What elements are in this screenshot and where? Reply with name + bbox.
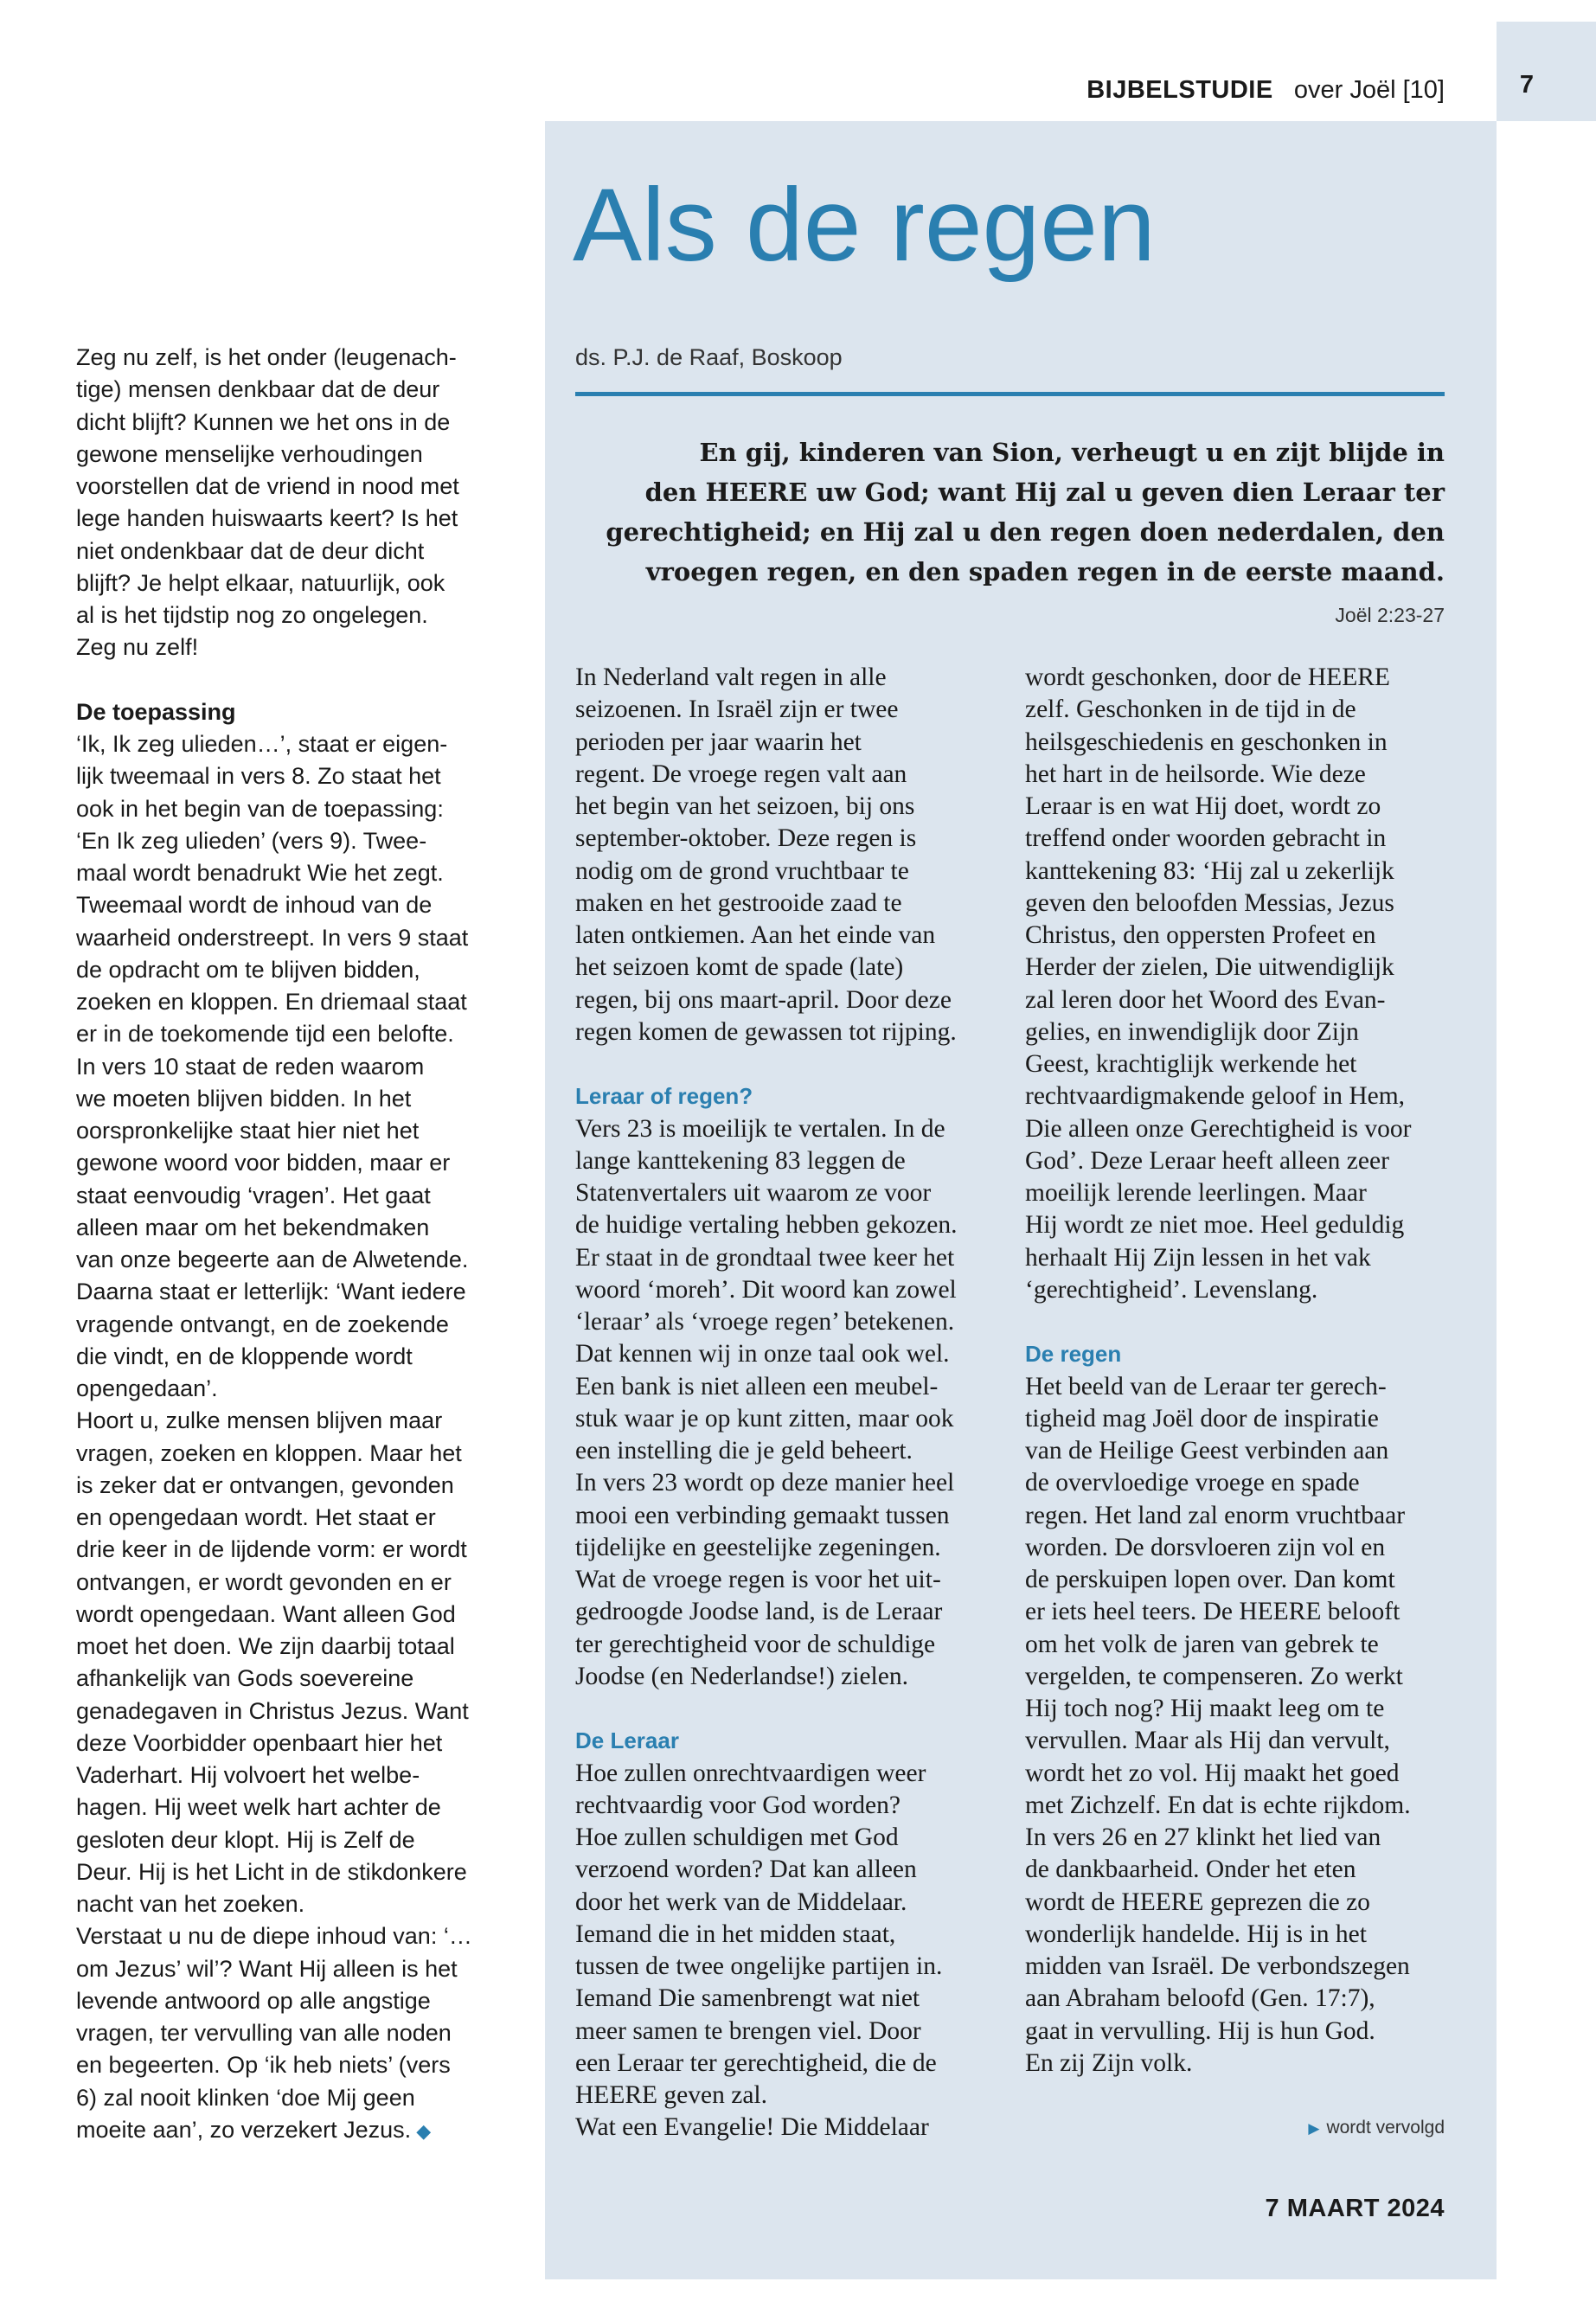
text-line: dicht blijft? Kunnen we het ons in de (76, 408, 451, 435)
text-line: met Zichzelf. En dat is echte rijkdom. (1025, 1791, 1411, 1819)
text-line: nodig om de grond vruchtbaar te (575, 856, 909, 885)
text-line: midden van Israël. De verbondszegen (1025, 1952, 1410, 1980)
text-line: regen. Het land zal enorm vruchtbaar (1025, 1501, 1406, 1529)
text-line: zelf. Geschonken in de tijd in de (1025, 695, 1356, 724)
text-line: regent. De vroege regen valt aan (575, 760, 907, 788)
text-line: verzoend worden? Dat kan alleen (575, 1856, 917, 1884)
text-line: mooi een verbinding gemaakt tussen (575, 1501, 950, 1529)
text-line: ter gerechtigheid voor de schuldige (575, 1630, 936, 1658)
text-line: kanttekening 83: ‘Hij zal u zekerlijk (1025, 856, 1394, 885)
middle-column (575, 662, 999, 2144)
text-line: waarheid onderstreept. In vers 9 staat (76, 924, 469, 951)
running-header (1086, 76, 1445, 105)
article-title: Als de regen (573, 167, 1156, 283)
text-line: genadegaven in Christus Jezus. Want (76, 1697, 469, 1724)
text-line: er in de toekomende tijd een belofte. (76, 1021, 454, 1048)
left-paragraph-1 (76, 342, 526, 664)
section-name: BIJBELSTUDIE (1086, 76, 1273, 104)
text-line: Leraar is en wat Hij doet, wordt zo (1025, 792, 1381, 820)
quote-line: En gij, kinderen van Sion, verheugt u en zijt blijde in (699, 438, 1445, 467)
text-line: gewone woord voor bidden, maar er (76, 1150, 451, 1176)
text-line: deze Voorbidder openbaart hier het (76, 1729, 443, 1756)
text-line: seizoenen. In Israël zijn er twee (575, 695, 899, 724)
text-line: en opengedaan wordt. Het staat er (76, 1504, 436, 1530)
text-line: meer samen te brengen viel. Door (575, 2016, 921, 2045)
text-line: moet het doen. We zijn daarbij totaal (76, 1633, 455, 1659)
text-line: Vers 23 is moeilijk te vertalen. In de (575, 1114, 945, 1143)
text-line: regen komen de gewassen tot rijping. (575, 1017, 957, 1046)
text-line: wordt opengedaan. Want alleen God (76, 1600, 456, 1627)
text-line: om het volk de jaren van gebrek te (1025, 1630, 1379, 1658)
text-line: Tweemaal wordt de inhoud van de (76, 892, 433, 919)
text-line: de overvloedige vroege en spade (1025, 1469, 1360, 1497)
text-line: Vaderhart. Hij volvoert het welbe- (76, 1762, 420, 1788)
text-line: die vindt, en de kloppende wordt (76, 1343, 413, 1369)
middle-paragraph-3 (575, 1758, 999, 2144)
triangle-right-icon: ▶ (1308, 2120, 1320, 2137)
text-line: woord ‘moreh’. Dit woord kan zowel (575, 1275, 957, 1304)
text-line: het seizoen komt de spade (late) (575, 953, 904, 982)
text-line: gaat in vervulling. Hij is hun God. (1025, 2016, 1375, 2045)
continued-notice (1308, 2118, 1445, 2138)
section-subtitle: over Joël [10] (1293, 76, 1445, 104)
middle-paragraph-2 (575, 1113, 999, 1694)
text-line: rechtvaardigmakende geloof in Hem, (1025, 1082, 1406, 1111)
text-line: lange kanttekening 83 leggen de (575, 1146, 906, 1175)
text-line: Zeg nu zelf! (76, 634, 199, 661)
text-line: wordt het zo vol. Hij maakt het goed (1025, 1759, 1400, 1787)
text-line: Hij wordt ze niet moe. Heel geduldig (1025, 1211, 1405, 1240)
right-column (1025, 662, 1449, 2080)
text-line: opengedaan’. (76, 1375, 218, 1401)
text-line: er iets heel teers. De HEERE belooft (1025, 1598, 1401, 1626)
text-line: van de Heilige Geest verbinden aan (1025, 1437, 1389, 1465)
text-line: het hart in de heilsorde. Wie deze (1025, 760, 1366, 788)
text-line: vragen, ter vervulling van alle noden (76, 2020, 452, 2046)
text-line: Statenvertalers uit waarom ze voor (575, 1179, 932, 1207)
text-line: Er staat in de grondtaal twee keer het (575, 1243, 955, 1272)
title-divider (575, 392, 1445, 396)
text-line: afhankelijk van Gods soevereine (76, 1665, 414, 1692)
text-line: Geest, krachtiglijk werkende het (1025, 1050, 1357, 1078)
text-line: de perskuipen lopen over. Dan komt (1025, 1566, 1395, 1593)
text-line: nacht van het zoeken. (76, 1891, 305, 1917)
text-line: lijk tweemaal in vers 8. Zo staat het (76, 763, 441, 790)
text-line: Hoe zullen schuldigen met God (575, 1823, 899, 1851)
quote-line: den HEERE uw God; want Hij zal u geven dien Leraar ter (644, 478, 1445, 507)
text-line: ‘gerechtigheid’. Levenslang. (1025, 1275, 1318, 1304)
text-line: In vers 10 staat de reden waarom (76, 1053, 425, 1080)
text-line: is zeker dat er ontvangen, gevonden (76, 1471, 454, 1498)
text-line: blijft? Je helpt elkaar, natuurlijk, ook (76, 569, 445, 596)
heading-de-regen: De regen (1025, 1341, 1122, 1368)
text-line: levende antwoord op alle angstige (76, 1987, 431, 2014)
left-column (76, 342, 526, 2147)
text-line: Een bank is niet alleen een meubel- (575, 1372, 939, 1400)
text-line: Dat kennen wij in onze taal ook wel. (575, 1340, 950, 1368)
text-line: Die alleen onze Gerechtigheid is voor (1025, 1114, 1412, 1143)
text-line: ‘Ik, Ik zeg ulieden…’, staat er eigen- (76, 731, 448, 757)
text-line: tijdelijke en geestelijke zegeningen. (575, 1533, 941, 1561)
text-line: gewone menselijke verhoudingen (76, 440, 423, 467)
text-line: gelies, en inwendiglijk door Zijn (1025, 1017, 1359, 1046)
text-line: Hoort u, zulke mensen blijven maar (76, 1407, 443, 1434)
text-line: wonderlijk handelde. Hij is in het (1025, 1920, 1367, 1948)
right-paragraph-1 (1025, 662, 1449, 1306)
text-line: september-oktober. Deze regen is (575, 824, 917, 853)
continued-label: wordt vervolgd (1326, 2118, 1445, 2138)
text-line: tigheid mag Joël door de inspiratie (1025, 1404, 1379, 1433)
text-line: Het beeld van de Leraar ter gerech- (1025, 1372, 1387, 1400)
text-line: vragen, zoeken en kloppen. Maar het (76, 1439, 462, 1466)
text-line: tige) mensen denkbaar dat de deur (76, 376, 440, 403)
text-line: rechtvaardig voor God worden? (575, 1791, 901, 1819)
text-line: Christus, den oppersten Profeet en (1025, 921, 1376, 949)
text-line: zoeken en kloppen. En driemaal staat (76, 989, 467, 1015)
text-line: gesloten deur klopt. Hij is Zelf de (76, 1826, 415, 1853)
text-line: Iemand Die samenbrengt wat niet (575, 1984, 920, 2013)
text-line: het begin van het seizoen, bij ons (575, 792, 915, 820)
end-mark-icon: ◆ (411, 2119, 432, 2142)
text-line: door het werk van de Middelaar. (575, 1888, 907, 1916)
page-number: 7 (1519, 71, 1535, 99)
text-line: Verstaat u nu de diepe inhoud van: ‘… (76, 1923, 472, 1950)
left-paragraph-2 (76, 728, 526, 2147)
text-line: Iemand die in het midden staat, (575, 1920, 896, 1948)
text-line: een instelling die je geld beheert. (575, 1437, 913, 1465)
text-line: regen, bij ons maart-april. Door deze (575, 985, 952, 1014)
text-line: En zij Zijn volk. (1025, 2048, 1193, 2077)
text-line: aan Abraham beloofd (Gen. 17:7), (1025, 1984, 1375, 2013)
text-line: alleen maar om het bekendmaken (76, 1214, 430, 1240)
article-author: ds. P.J. de Raaf, Boskoop (575, 344, 843, 370)
text-line: drie keer in de lijdende vorm: er wordt (76, 1536, 467, 1563)
text-line: Hoe zullen onrechtvaardigen weer (575, 1759, 926, 1787)
text-line: vervullen. Maar als Hij dan vervult, (1025, 1727, 1390, 1755)
text-line: de dankbaarheid. Onder het eten (1025, 1856, 1356, 1884)
text-line: worden. De dorsvloeren zijn vol en (1025, 1533, 1386, 1561)
text-line: vragende ontvangt, en de zoekende (76, 1311, 449, 1337)
text-line: hagen. Hij weet welk hart achter de (76, 1794, 441, 1821)
text-line: voorstellen dat de vriend in nood met (76, 473, 459, 499)
text-line: In vers 26 en 27 klinkt het lied van (1025, 1823, 1381, 1851)
heading-de-leraar: De Leraar (575, 1727, 679, 1754)
text-line: ‘En Ik zeg ulieden’ (vers 9). Twee- (76, 827, 427, 854)
text-line: perioden per jaar waarin het (575, 727, 862, 756)
text-line: Wat de vroege regen is voor het uit- (575, 1566, 941, 1593)
text-line: oorspronkelijke staat hier niet het (76, 1118, 420, 1144)
right-paragraph-2 (1025, 1371, 1449, 2080)
quote-line: vroegen regen, en den spaden regen in de eerste maand. (645, 557, 1445, 586)
text-line: herhaalt Hij Zijn lessen in het vak (1025, 1243, 1371, 1272)
quote-reference: Joël 2:23-27 (1335, 604, 1445, 626)
text-line: wordt geschonken, door de HEERE (1025, 663, 1390, 691)
text-line: Hij toch nog? Hij maakt leeg om te (1025, 1695, 1385, 1722)
text-line: ‘leraar’ als ‘vroege regen’ betekenen. (575, 1308, 955, 1336)
text-line: lege handen huiswaarts keert? Is het (76, 505, 458, 532)
text-line: maal wordt benadrukt Wie het zegt. (76, 860, 444, 886)
text-line: staat eenvoudig ‘vragen’. Het gaat (76, 1182, 431, 1208)
text-line: gedroogde Joodse land, is de Leraar (575, 1598, 943, 1626)
quote-line: gerechtigheid; en Hij zal u den regen doen nederdalen, den (606, 517, 1445, 547)
text-line: moeilijk lerende leerlingen. Maar (1025, 1179, 1367, 1207)
text-line: vergelden, te compenseren. Zo werkt (1025, 1662, 1403, 1690)
text-line: ontvangen, er wordt gevonden en er (76, 1568, 452, 1595)
text-line: ook in het begin van de toepassing: (76, 795, 444, 822)
text-line: niet ondenkbaar dat de deur dicht (76, 537, 425, 564)
text-line: een Leraar ter gerechtigheid, die de (575, 2048, 937, 2077)
text-line: we moeten blijven bidden. In het (76, 1085, 412, 1112)
text-line: zal leren door het Woord des Evan- (1025, 985, 1386, 1014)
text-line: Herder der zielen, Die uitwendiglijk (1025, 953, 1394, 982)
text-line: heilsgeschiedenis en geschonken in (1025, 727, 1388, 756)
text-line: 6) zal nooit klinken ‘doe Mij geen (76, 2084, 415, 2111)
text-line: om Jezus’ wil’? Want Hij alleen is het (76, 1955, 458, 1982)
text-line: Wat een Evangelie! Die Middelaar (575, 2113, 929, 2142)
text-line: stuk waar je op kunt zitten, maar ook (575, 1404, 954, 1433)
scripture-quote (575, 433, 1445, 592)
text-line: van onze begeerte aan de Alwetende. (76, 1247, 469, 1272)
text-line: HEERE geven zal. (575, 2081, 767, 2109)
text-line: God’. Deze Leraar heeft alleen zeer (1025, 1146, 1389, 1175)
issue-date: 7 MAART 2024 (1265, 2195, 1445, 2222)
text-line: laten ontkiemen. Aan het einde van (575, 921, 936, 949)
text-line: en begeerten. Op ‘ik heb niets’ (vers (76, 2052, 451, 2079)
text-line: Zeg nu zelf, is het onder (leugenach- (76, 344, 457, 370)
text-line: geven den beloofden Messias, Jezus (1025, 888, 1394, 917)
text-line: wordt de HEERE geprezen die zo (1025, 1888, 1370, 1916)
text-line: Daarna staat er letterlijk: ‘Want iedere (76, 1279, 466, 1305)
middle-paragraph-1 (575, 662, 999, 1048)
text-line: Joodse (en Nederlandse!) zielen. (575, 1662, 908, 1690)
text-line: tussen de twee ongelijke partijen in. (575, 1952, 943, 1980)
text-line: Deur. Hij is het Licht in de stikdonkere (76, 1858, 467, 1885)
text-line: treffend onder woorden gebracht in (1025, 824, 1387, 853)
text-line: de huidige vertaling hebben gekozen. (575, 1211, 958, 1240)
heading-de-toepassing: De toepassing (76, 698, 236, 725)
text-line: al is het tijdstip nog zo ongelegen. (76, 602, 428, 628)
text-line: moeite aan’, zo verzekert Jezus. ◆ (76, 2116, 432, 2143)
text-line: de opdracht om te blijven bidden, (76, 956, 420, 983)
text-line: In vers 23 wordt op deze manier heel (575, 1469, 955, 1497)
heading-leraar-of-regen: Leraar of regen? (575, 1083, 753, 1110)
text-line: maken en het gestrooide zaad te (575, 888, 902, 917)
text-line: In Nederland valt regen in alle (575, 663, 887, 691)
